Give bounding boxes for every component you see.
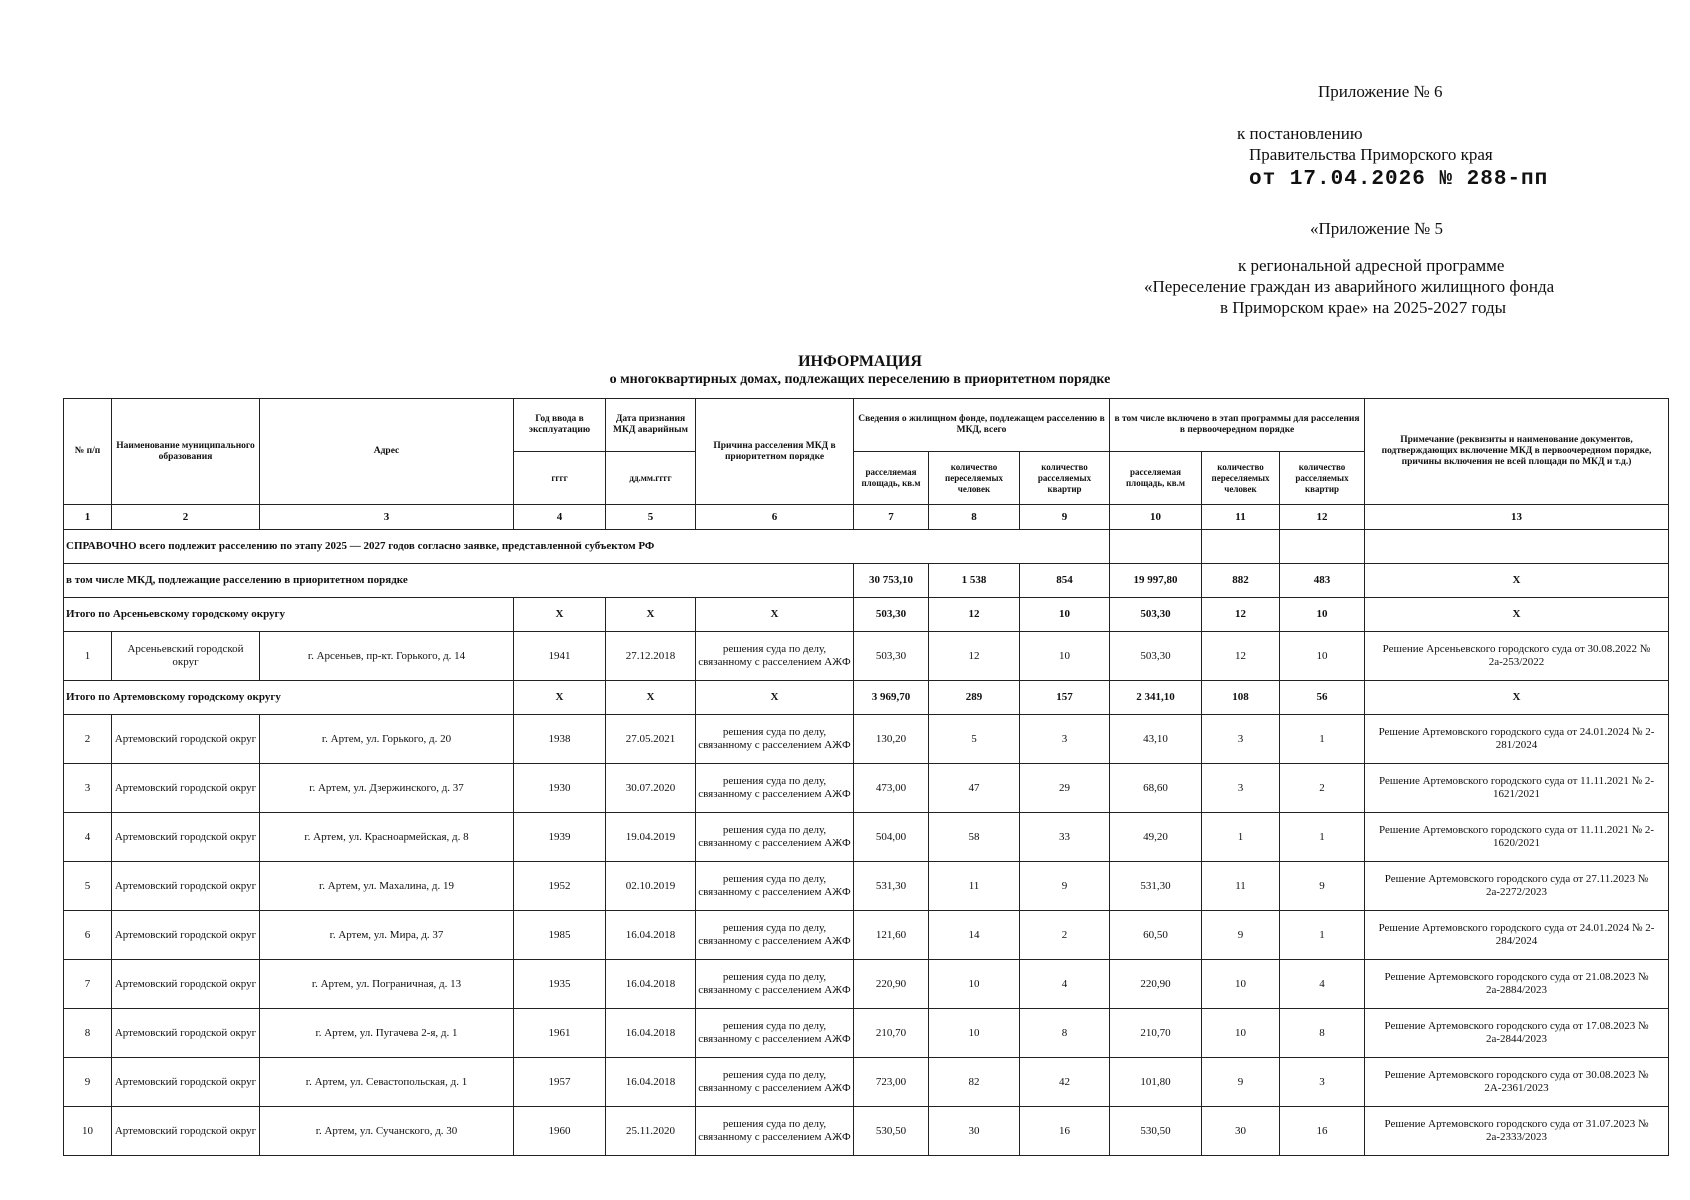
column-number: 12 bbox=[1280, 505, 1365, 530]
area-stage-cell: 531,30 bbox=[1110, 862, 1202, 911]
note-cell: Решение Артемовского городского суда от 30.08.2023 № 2А-2361/2023 bbox=[1365, 1058, 1669, 1107]
column-number: 1 bbox=[64, 505, 112, 530]
area-cell: 210,70 bbox=[854, 1009, 929, 1058]
people-cell: 47 bbox=[929, 764, 1020, 813]
year-cell: 1938 bbox=[514, 715, 606, 764]
date-cell: 27.05.2021 bbox=[606, 715, 696, 764]
empty-cell bbox=[1110, 530, 1202, 564]
area-stage-cell: 101,80 bbox=[1110, 1058, 1202, 1107]
col-header-area-stage: расселяемая площадь, кв.м bbox=[1110, 452, 1202, 505]
reference-label: СПРАВОЧНО всего подлежит расселению по этапу 2025 — 2027 годов согласно заявке, представленной субъектом РФ bbox=[64, 530, 1110, 564]
priority-label: в том числе МКД, подлежащие расселению в приоритетном порядке bbox=[64, 564, 854, 598]
address-cell: г. Артем, ул. Красноармейская, д. 8 bbox=[260, 813, 514, 862]
address-cell: г. Артем, ул. Махалина, д. 19 bbox=[260, 862, 514, 911]
appendix-label: Приложение № 6 bbox=[1318, 82, 1443, 101]
group-total-value: 12 bbox=[929, 598, 1020, 632]
area-stage-cell: 530,50 bbox=[1110, 1107, 1202, 1156]
group-total-value: 10 bbox=[1280, 598, 1365, 632]
date-cell: 27.12.2018 bbox=[606, 632, 696, 681]
address-cell: г. Артем, ул. Сучанского, д. 30 bbox=[260, 1107, 514, 1156]
row-number: 1 bbox=[64, 632, 112, 681]
people-cell: 5 bbox=[929, 715, 1020, 764]
year-cell: 1961 bbox=[514, 1009, 606, 1058]
column-number: 8 bbox=[929, 505, 1020, 530]
table-row bbox=[64, 862, 1669, 911]
flats-cell: 29 bbox=[1020, 764, 1110, 813]
municipality-cell: Артемовский городской округ bbox=[112, 1058, 260, 1107]
column-number: 9 bbox=[1020, 505, 1110, 530]
address-cell: г. Артем, ул. Пограничная, д. 13 bbox=[260, 960, 514, 1009]
col-header-stage-group: в том числе включено в этап программы для расселения в первоочередном порядке bbox=[1110, 399, 1365, 452]
flats-cell: 33 bbox=[1020, 813, 1110, 862]
decree-ref: к постановлению bbox=[1237, 124, 1363, 143]
program-line-3: в Приморском крае» на 2025-2027 годы bbox=[1220, 298, 1507, 317]
column-number: 4 bbox=[514, 505, 606, 530]
group-total-value: 289 bbox=[929, 681, 1020, 715]
housing-table bbox=[63, 398, 1669, 1156]
col-header-date-format: дд.мм.гггг bbox=[606, 452, 696, 505]
group-total-value: 157 bbox=[1020, 681, 1110, 715]
flats-stage-cell: 1 bbox=[1280, 715, 1365, 764]
date-cell: 16.04.2018 bbox=[606, 1058, 696, 1107]
people-stage-cell: 10 bbox=[1202, 1009, 1280, 1058]
date-cell: 16.04.2018 bbox=[606, 1009, 696, 1058]
area-stage-cell: 503,30 bbox=[1110, 632, 1202, 681]
col-header-area: расселяемая площадь, кв.м bbox=[854, 452, 929, 505]
column-number: 6 bbox=[696, 505, 854, 530]
column-number: 13 bbox=[1365, 505, 1669, 530]
reason-cell: решения суда по делу, связанному с расселением АЖФ bbox=[696, 1107, 854, 1156]
note-cell: Решение Артемовского городского суда от 21.08.2023 № 2а-2884/2023 bbox=[1365, 960, 1669, 1009]
row-number: 2 bbox=[64, 715, 112, 764]
address-cell: г. Артем, ул. Севастопольская, д. 1 bbox=[260, 1058, 514, 1107]
note-cell: Решение Артемовского городского суда от 24.01.2024 № 2-281/2024 bbox=[1365, 715, 1669, 764]
reason-cell: решения суда по делу, связанному с расселением АЖФ bbox=[696, 764, 854, 813]
priority-total-row bbox=[64, 564, 1669, 598]
reason-cell: решения суда по делу, связанному с расселением АЖФ bbox=[696, 813, 854, 862]
people-cell: 12 bbox=[929, 632, 1020, 681]
group-total-value: 3 969,70 bbox=[854, 681, 929, 715]
area-cell: 503,30 bbox=[854, 632, 929, 681]
people-cell: 10 bbox=[929, 960, 1020, 1009]
area-stage-cell: 68,60 bbox=[1110, 764, 1202, 813]
group-total-value: X bbox=[606, 598, 696, 632]
flats-stage-cell: 16 bbox=[1280, 1107, 1365, 1156]
total-value: 30 753,10 bbox=[854, 564, 929, 598]
col-header-fund-group: Сведения о жилищном фонде, подлежащем расселению в МКД, всего bbox=[854, 399, 1110, 452]
date-cell: 16.04.2018 bbox=[606, 960, 696, 1009]
year-cell: 1939 bbox=[514, 813, 606, 862]
flats-cell: 8 bbox=[1020, 1009, 1110, 1058]
group-total-value: 10 bbox=[1020, 598, 1110, 632]
year-cell: 1941 bbox=[514, 632, 606, 681]
reason-cell: решения суда по делу, связанному с расселением АЖФ bbox=[696, 715, 854, 764]
note-cell: Решение Арсеньевского городского суда от 30.08.2022 № 2а-253/2022 bbox=[1365, 632, 1669, 681]
people-cell: 58 bbox=[929, 813, 1020, 862]
people-cell: 11 bbox=[929, 862, 1020, 911]
group-total-label: Итого по Артемовскому городскому округу bbox=[64, 681, 514, 715]
col-header-address: Адрес bbox=[260, 399, 514, 505]
people-stage-cell: 9 bbox=[1202, 911, 1280, 960]
note-cell: Решение Артемовского городского суда от 27.11.2023 № 2а-2272/2023 bbox=[1365, 862, 1669, 911]
municipality-cell: Артемовский городской округ bbox=[112, 715, 260, 764]
row-number: 3 bbox=[64, 764, 112, 813]
municipality-cell: Арсеньевский городской округ bbox=[112, 632, 260, 681]
address-cell: г. Артем, ул. Пугачева 2-я, д. 1 bbox=[260, 1009, 514, 1058]
col-header-flats-stage: количество расселяемых квартир bbox=[1280, 452, 1365, 505]
row-number: 5 bbox=[64, 862, 112, 911]
total-value: 854 bbox=[1020, 564, 1110, 598]
col-header-people: количество переселяемых человек bbox=[929, 452, 1020, 505]
address-cell: г. Артем, ул. Горького, д. 20 bbox=[260, 715, 514, 764]
municipality-cell: Артемовский городской округ bbox=[112, 960, 260, 1009]
total-value: 1 538 bbox=[929, 564, 1020, 598]
note-cell: Решение Артемовского городского суда от 11.11.2021 № 2-1620/2021 bbox=[1365, 813, 1669, 862]
total-value: 19 997,80 bbox=[1110, 564, 1202, 598]
flats-stage-cell: 1 bbox=[1280, 911, 1365, 960]
date-cell: 02.10.2019 bbox=[606, 862, 696, 911]
people-stage-cell: 10 bbox=[1202, 960, 1280, 1009]
group-total-row bbox=[64, 681, 1669, 715]
total-value: 882 bbox=[1202, 564, 1280, 598]
col-header-reason: Причина расселения МКД в приоритетном порядке bbox=[696, 399, 854, 505]
row-number: 8 bbox=[64, 1009, 112, 1058]
date-cell: 16.04.2018 bbox=[606, 911, 696, 960]
column-number: 11 bbox=[1202, 505, 1280, 530]
area-stage-cell: 220,90 bbox=[1110, 960, 1202, 1009]
government-label: Правительства Приморского края bbox=[1249, 145, 1493, 164]
group-total-value: X bbox=[1365, 598, 1669, 632]
column-number: 7 bbox=[854, 505, 929, 530]
flats-cell: 2 bbox=[1020, 911, 1110, 960]
flats-stage-cell: 1 bbox=[1280, 813, 1365, 862]
col-header-flats: количество расселяемых квартир bbox=[1020, 452, 1110, 505]
flats-stage-cell: 9 bbox=[1280, 862, 1365, 911]
note-cell: Решение Артемовского городского суда от 17.08.2023 № 2а-2844/2023 bbox=[1365, 1009, 1669, 1058]
area-cell: 220,90 bbox=[854, 960, 929, 1009]
area-cell: 130,20 bbox=[854, 715, 929, 764]
year-cell: 1935 bbox=[514, 960, 606, 1009]
column-number: 2 bbox=[112, 505, 260, 530]
group-total-value: X bbox=[1365, 681, 1669, 715]
note-cell: Решение Артемовского городского суда от 31.07.2023 № 2а-2333/2023 bbox=[1365, 1107, 1669, 1156]
municipality-cell: Артемовский городской округ bbox=[112, 862, 260, 911]
prev-appendix-label: «Приложение № 5 bbox=[1310, 219, 1443, 238]
address-cell: г. Артем, ул. Дзержинского, д. 37 bbox=[260, 764, 514, 813]
col-header-year-format: гггг bbox=[514, 452, 606, 505]
people-stage-cell: 3 bbox=[1202, 715, 1280, 764]
group-total-value: X bbox=[696, 681, 854, 715]
total-value: 483 bbox=[1280, 564, 1365, 598]
municipality-cell: Артемовский городской округ bbox=[112, 1107, 260, 1156]
date-cell: 30.07.2020 bbox=[606, 764, 696, 813]
people-stage-cell: 1 bbox=[1202, 813, 1280, 862]
flats-cell: 4 bbox=[1020, 960, 1110, 1009]
area-cell: 121,60 bbox=[854, 911, 929, 960]
flats-stage-cell: 8 bbox=[1280, 1009, 1365, 1058]
people-cell: 10 bbox=[929, 1009, 1020, 1058]
flats-stage-cell: 3 bbox=[1280, 1058, 1365, 1107]
year-cell: 1930 bbox=[514, 764, 606, 813]
area-stage-cell: 49,20 bbox=[1110, 813, 1202, 862]
area-cell: 723,00 bbox=[854, 1058, 929, 1107]
table-row bbox=[64, 1107, 1669, 1156]
row-number: 9 bbox=[64, 1058, 112, 1107]
address-cell: г. Артем, ул. Мира, д. 37 bbox=[260, 911, 514, 960]
reason-cell: решения суда по делу, связанному с расселением АЖФ bbox=[696, 1058, 854, 1107]
municipality-cell: Артемовский городской округ bbox=[112, 813, 260, 862]
municipality-cell: Артемовский городской округ bbox=[112, 1009, 260, 1058]
column-number: 10 bbox=[1110, 505, 1202, 530]
group-total-value: 56 bbox=[1280, 681, 1365, 715]
table-row bbox=[64, 715, 1669, 764]
flats-stage-cell: 10 bbox=[1280, 632, 1365, 681]
address-cell: г. Арсеньев, пр-кт. Горького, д. 14 bbox=[260, 632, 514, 681]
people-stage-cell: 9 bbox=[1202, 1058, 1280, 1107]
reference-row bbox=[64, 530, 1669, 564]
group-total-value: X bbox=[696, 598, 854, 632]
empty-cell bbox=[1280, 530, 1365, 564]
people-cell: 82 bbox=[929, 1058, 1020, 1107]
group-total-value: X bbox=[606, 681, 696, 715]
decree-stamp: от 17.04.2026 № 288-пп bbox=[1249, 168, 1549, 191]
group-total-value: 12 bbox=[1202, 598, 1280, 632]
people-stage-cell: 12 bbox=[1202, 632, 1280, 681]
empty-cell bbox=[1202, 530, 1280, 564]
total-value: X bbox=[1365, 564, 1669, 598]
area-stage-cell: 60,50 bbox=[1110, 911, 1202, 960]
area-stage-cell: 43,10 bbox=[1110, 715, 1202, 764]
flats-cell: 42 bbox=[1020, 1058, 1110, 1107]
group-total-label: Итого по Арсеньевскому городскому округу bbox=[64, 598, 514, 632]
header-row-1 bbox=[64, 399, 1669, 452]
reason-cell: решения суда по делу, связанному с расселением АЖФ bbox=[696, 960, 854, 1009]
col-header-municipality: Наименование муниципального образования bbox=[112, 399, 260, 505]
group-total-value: 503,30 bbox=[1110, 598, 1202, 632]
group-total-value: 2 341,10 bbox=[1110, 681, 1202, 715]
people-stage-cell: 11 bbox=[1202, 862, 1280, 911]
date-cell: 25.11.2020 bbox=[606, 1107, 696, 1156]
document-subtitle: о многоквартирных домах, подлежащих переселению в приоритетном порядке bbox=[609, 372, 1111, 387]
people-cell: 30 bbox=[929, 1107, 1020, 1156]
people-cell: 14 bbox=[929, 911, 1020, 960]
col-header-year: Год ввода в эксплуатацию bbox=[514, 399, 606, 452]
municipality-cell: Артемовский городской округ bbox=[112, 911, 260, 960]
row-number: 10 bbox=[64, 1107, 112, 1156]
table-row bbox=[64, 764, 1669, 813]
col-header-note: Примечание (реквизиты и наименование документов, подтверждающих включение МКД в первоочередном порядке, причины включения не всей площади по МКД и т.д.) bbox=[1365, 399, 1669, 505]
empty-cell bbox=[1365, 530, 1669, 564]
people-stage-cell: 3 bbox=[1202, 764, 1280, 813]
column-numbers-row bbox=[64, 505, 1669, 530]
note-cell: Решение Артемовского городского суда от 11.11.2021 № 2-1621/2021 bbox=[1365, 764, 1669, 813]
flats-cell: 9 bbox=[1020, 862, 1110, 911]
area-cell: 530,50 bbox=[854, 1107, 929, 1156]
group-total-value: 503,30 bbox=[854, 598, 929, 632]
municipality-cell: Артемовский городской округ bbox=[112, 764, 260, 813]
column-number: 3 bbox=[260, 505, 514, 530]
table-row bbox=[64, 1009, 1669, 1058]
group-total-value: X bbox=[514, 598, 606, 632]
date-cell: 19.04.2019 bbox=[606, 813, 696, 862]
program-line-1: к региональной адресной программе bbox=[1238, 256, 1505, 275]
col-header-people-stage: количество переселяемых человек bbox=[1202, 452, 1280, 505]
group-total-row bbox=[64, 598, 1669, 632]
year-cell: 1985 bbox=[514, 911, 606, 960]
flats-stage-cell: 2 bbox=[1280, 764, 1365, 813]
area-cell: 504,00 bbox=[854, 813, 929, 862]
row-number: 4 bbox=[64, 813, 112, 862]
flats-cell: 16 bbox=[1020, 1107, 1110, 1156]
column-number: 5 bbox=[606, 505, 696, 530]
table-row bbox=[64, 911, 1669, 960]
table-row bbox=[64, 632, 1669, 681]
document-title: ИНФОРМАЦИЯ bbox=[798, 353, 922, 370]
year-cell: 1960 bbox=[514, 1107, 606, 1156]
table-row bbox=[64, 813, 1669, 862]
col-header-num: № п/п bbox=[64, 399, 112, 505]
note-cell: Решение Артемовского городского суда от 24.01.2024 № 2-284/2024 bbox=[1365, 911, 1669, 960]
group-total-value: X bbox=[514, 681, 606, 715]
reason-cell: решения суда по делу, связанному с расселением АЖФ bbox=[696, 1009, 854, 1058]
row-number: 6 bbox=[64, 911, 112, 960]
table-row bbox=[64, 960, 1669, 1009]
reason-cell: решения суда по делу, связанному с расселением АЖФ bbox=[696, 862, 854, 911]
group-total-value: 108 bbox=[1202, 681, 1280, 715]
area-cell: 531,30 bbox=[854, 862, 929, 911]
reason-cell: решения суда по делу, связанному с расселением АЖФ bbox=[696, 911, 854, 960]
people-stage-cell: 30 bbox=[1202, 1107, 1280, 1156]
area-cell: 473,00 bbox=[854, 764, 929, 813]
flats-stage-cell: 4 bbox=[1280, 960, 1365, 1009]
year-cell: 1952 bbox=[514, 862, 606, 911]
year-cell: 1957 bbox=[514, 1058, 606, 1107]
reason-cell: решения суда по делу, связанному с расселением АЖФ bbox=[696, 632, 854, 681]
row-number: 7 bbox=[64, 960, 112, 1009]
col-header-date: Дата признания МКД аварийным bbox=[606, 399, 696, 452]
area-stage-cell: 210,70 bbox=[1110, 1009, 1202, 1058]
program-line-2: «Переселение граждан из аварийного жилищного фонда bbox=[1144, 277, 1555, 296]
flats-cell: 3 bbox=[1020, 715, 1110, 764]
table-row bbox=[64, 1058, 1669, 1107]
flats-cell: 10 bbox=[1020, 632, 1110, 681]
